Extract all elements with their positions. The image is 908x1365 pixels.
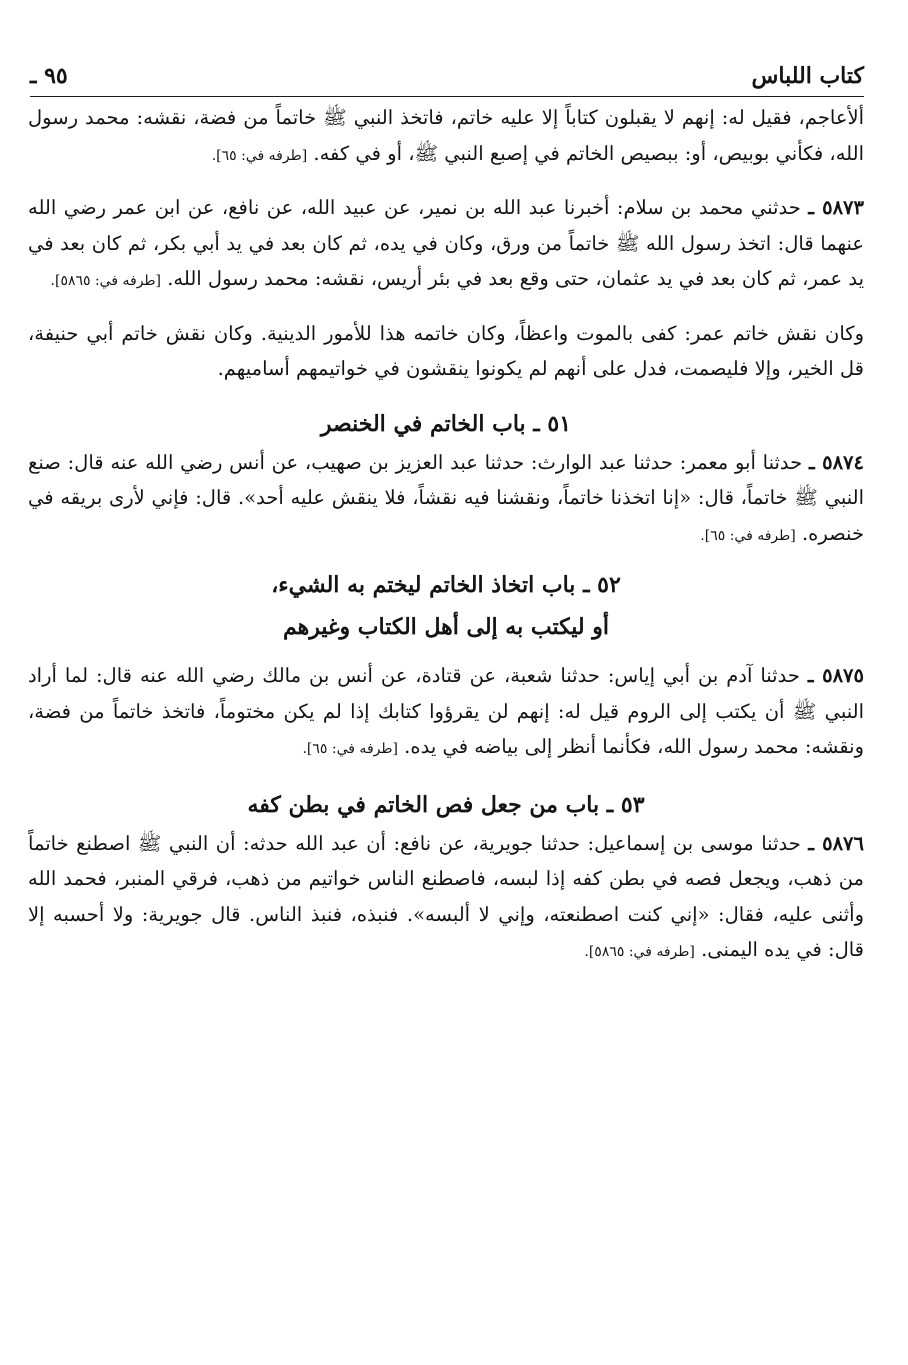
chapter-heading-52-line1: ٥٢ ـ باب اتخاذ الخاتم ليختم به الشيء،	[271, 572, 621, 598]
hadith-number: ٥٨٧٣ ـ	[808, 196, 864, 219]
hadith-5876	[28, 826, 864, 971]
hadith-number: ٥٨٧٦ ـ	[808, 831, 864, 855]
book-title: كتاب اللباس	[751, 63, 864, 89]
commentary-note	[28, 316, 864, 387]
cross-reference: [طرفه في: ٥٨٦٥].	[50, 273, 162, 289]
page-number: ٩٥ ـ	[30, 63, 68, 89]
note-text: وكان نقش خاتم عمر: كفى بالموت واعظاً، وكان خاتمه هذا للأمور الدينية. وكان نقش خاتم أبي حنيفة، قل الخير، وإلا فليصمت، فدل على أنهم لم يكونوا ينقشون في خواتيمهم أساميهم.	[28, 321, 864, 380]
hadith-text: حدثنا آدم بن أبي إياس: حدثنا شعبة، عن قتادة، عن أنس بن مالك رضي الله عنه قال: لما أراد النبي ﷺ أن يكتب إلى الروم قيل له: إنهم لن يقرؤوا كتابك إذا لم يكن مختوماً، فاتخذ خاتماً من فضة، ونقشه: محمد رسول الله، فكأنما أنظر إلى بياضه في يده.	[28, 664, 864, 758]
page-header	[30, 56, 864, 97]
page-body	[28, 100, 864, 971]
hadith-text: حدثنا أبو معمر: حدثنا عبد الوارث: حدثنا عبد العزيز بن صهيب، عن أنس رضي الله عنه قال: صنع النبي ﷺ خاتماً، قال: «إنا اتخذنا خاتماً، ونقشنا فيه نقشاً، فلا ينقش عليه أحد». قال: فإني لأرى بريقه في خنصره.	[28, 450, 864, 545]
paragraph-continuation	[28, 100, 864, 174]
hadith-5874	[28, 445, 864, 555]
hadith-text: حدثنا موسى بن إسماعيل: حدثنا جويرية، عن نافع: أن عبد الله حدثه: أن النبي ﷺ اصطنع خاتماً من ذهب، ويجعل فصه في بطن كفه إذا لبسه، فاصطنع الناس خواتيم من ذهب، فرقي المنبر، فحمد الله وأثنى عليه، فقال: «إني كنت اصطنعته، وإني لا ألبسه». فنبذه، فنبذ الناس. قال جويرية: ولا أحسبه إلا قال: في يده اليمنى.	[28, 831, 864, 961]
paragraph-text: ألأعاجم، فقيل له: إنهم لا يقبلون كتاباً إلا عليه خاتم، فاتخذ النبي ﷺ خاتماً من فضة، نقشه: محمد رسول الله، فكأني بوبيص، أو: ببصيص الخاتم في إصبع النبي ﷺ، أو في كفه.	[28, 106, 864, 165]
cross-reference: [طرفه في: ٦٥].	[211, 147, 308, 164]
cross-reference: [طرفه في: ٥٨٦٥].	[584, 944, 695, 960]
chapter-heading-52	[28, 564, 864, 648]
cross-reference: [طرفه في: ٦٥].	[700, 527, 796, 544]
chapter-heading-52-line2: أو ليكتب به إلى أهل الكتاب وغيرهم	[282, 614, 610, 640]
hadith-number: ٥٨٧٥ ـ	[807, 664, 864, 687]
cross-reference: [طرفه في: ٦٥].	[302, 741, 398, 757]
hadith-number: ٥٨٧٤ ـ	[809, 450, 864, 474]
chapter-heading-53: ٥٣ ـ باب من جعل فص الخاتم في بطن كفه	[247, 791, 645, 818]
chapter-heading-51: ٥١ ـ باب الخاتم في الخنصر	[320, 410, 572, 437]
hadith-5873	[28, 190, 864, 300]
hadith-text: حدثني محمد بن سلام: أخبرنا عبد الله بن نمير، عن عبيد الله، عن نافع، عن ابن عمر رضي الله عنهما قال: اتخذ رسول الله ﷺ خاتماً من ورق، وكان في يده، ثم كان بعد في يد أبي بكر، ثم كان بعد في يد عمر، ثم كان بعد في يد عثمان، حتى وقع بعد في بئر أريس، نقشه: محمد رسول الله.	[28, 196, 864, 290]
hadith-5875	[28, 658, 864, 768]
